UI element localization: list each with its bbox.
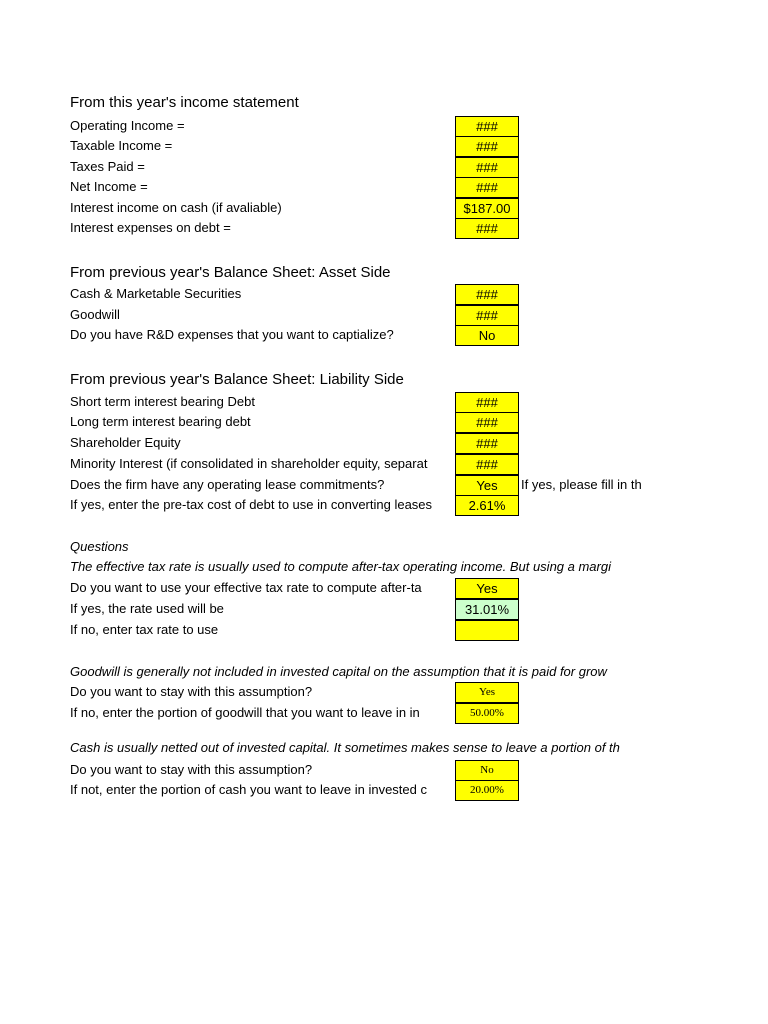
long-term-debt-cell[interactable]: ### <box>455 412 519 433</box>
operating-income-label: Operating Income = <box>70 118 185 133</box>
interest-expenses-row <box>70 218 455 238</box>
operating-income-row <box>70 116 455 136</box>
taxable-income-row <box>70 136 455 156</box>
taxes-paid-label: Taxes Paid = <box>70 159 145 174</box>
rd-capitalize-cell[interactable]: No <box>455 325 519 346</box>
lease-commitments-row <box>70 475 455 495</box>
goodwill-portion-cell[interactable]: 50.00% <box>455 703 519 724</box>
goodwill-portion-label: If no, enter the portion of goodwill that you want to leave in in <box>70 705 420 720</box>
goodwill-cell[interactable]: ### <box>455 305 519 326</box>
income-statement-heading: From this year's income statement <box>70 94 299 111</box>
cash-assumption-label: Do you want to stay with this assumption? <box>70 762 313 777</box>
taxes-paid-row <box>70 157 455 177</box>
rd-capitalize-row <box>70 325 455 345</box>
cash-portion-row <box>70 780 455 800</box>
rate-used-label: If yes, the rate used will be <box>70 601 224 616</box>
cash-securities-cell[interactable]: ### <box>455 284 519 305</box>
operating-income-cell[interactable]: ### <box>455 116 519 137</box>
long-term-debt-label: Long term interest bearing debt <box>70 414 251 429</box>
goodwill-assumption-row <box>70 682 455 702</box>
pretax-cost-debt-row <box>70 495 455 515</box>
pretax-cost-debt-label: If yes, enter the pre-tax cost of debt to use in converting leases <box>70 497 433 512</box>
interest-income-label: Interest income on cash (if avaliable) <box>70 200 282 215</box>
short-term-debt-row <box>70 392 455 412</box>
interest-expenses-cell[interactable]: ### <box>455 218 519 239</box>
shareholder-equity-row <box>70 433 455 453</box>
interest-expenses-label: Interest expenses on debt = <box>70 220 231 235</box>
tax-rate-intro: The effective tax rate is usually used to compute after-tax operating income. But using a margi <box>70 559 611 574</box>
lease-commitments-cell[interactable]: Yes <box>455 475 519 496</box>
effective-tax-question-label: Do you want to use your effective tax rate to compute after-ta <box>70 580 422 595</box>
lease-fill-in-note: If yes, please fill in th <box>521 477 642 492</box>
effective-tax-cell[interactable]: Yes <box>455 578 519 599</box>
taxable-income-cell[interactable]: ### <box>455 136 519 157</box>
goodwill-portion-row <box>70 703 455 723</box>
short-term-debt-label: Short term interest bearing Debt <box>70 394 255 409</box>
rate-used-row <box>70 599 455 619</box>
shareholder-equity-label: Shareholder Equity <box>70 435 181 450</box>
goodwill-assumption-label: Do you want to stay with this assumption? <box>70 684 313 699</box>
liability-side-heading: From previous year's Balance Sheet: Liability Side <box>70 371 404 388</box>
long-term-debt-row <box>70 412 455 432</box>
tax-rate-to-use-row <box>70 620 455 640</box>
net-income-row <box>70 177 455 197</box>
minority-interest-label: Minority Interest (if consolidated in shareholder equity, separat <box>70 456 428 471</box>
questions-heading: Questions <box>70 539 129 554</box>
goodwill-assumption-cell[interactable]: Yes <box>455 682 519 703</box>
interest-income-row <box>70 198 455 218</box>
tax-rate-to-use-cell[interactable] <box>455 620 519 641</box>
cash-portion-cell[interactable]: 20.00% <box>455 780 519 801</box>
lease-commitments-label: Does the firm have any operating lease commitments? <box>70 477 385 492</box>
minority-interest-cell[interactable]: ### <box>455 454 519 475</box>
net-income-cell[interactable]: ### <box>455 177 519 198</box>
short-term-debt-cell[interactable]: ### <box>455 392 519 413</box>
minority-interest-row <box>70 454 455 474</box>
goodwill-row <box>70 305 455 325</box>
taxable-income-label: Taxable Income = <box>70 138 173 153</box>
rd-capitalize-label: Do you have R&D expenses that you want to captialize? <box>70 327 394 342</box>
asset-side-heading: From previous year's Balance Sheet: Asset Side <box>70 264 391 281</box>
effective-tax-question-row <box>70 578 455 598</box>
cash-securities-row <box>70 284 455 304</box>
pretax-cost-debt-cell[interactable]: 2.61% <box>455 495 519 516</box>
tax-rate-to-use-label: If no, enter tax rate to use <box>70 622 219 637</box>
cash-intro: Cash is usually netted out of invested capital. It sometimes makes sense to leave a portion of th <box>70 740 620 755</box>
taxes-paid-cell[interactable]: ### <box>455 157 519 178</box>
goodwill-intro: Goodwill is generally not included in invested capital on the assumption that it is paid for grow <box>70 664 607 679</box>
net-income-label: Net Income = <box>70 179 148 194</box>
goodwill-label: Goodwill <box>70 307 120 322</box>
shareholder-equity-cell[interactable]: ### <box>455 433 519 454</box>
cash-assumption-cell[interactable]: No <box>455 760 519 781</box>
interest-income-cell[interactable]: $187.00 <box>455 198 519 219</box>
cash-securities-label: Cash & Marketable Securities <box>70 286 242 301</box>
rate-used-cell: 31.01% <box>455 599 519 620</box>
cash-assumption-row <box>70 760 455 780</box>
cash-portion-label: If not, enter the portion of cash you want to leave in invested c <box>70 782 427 797</box>
